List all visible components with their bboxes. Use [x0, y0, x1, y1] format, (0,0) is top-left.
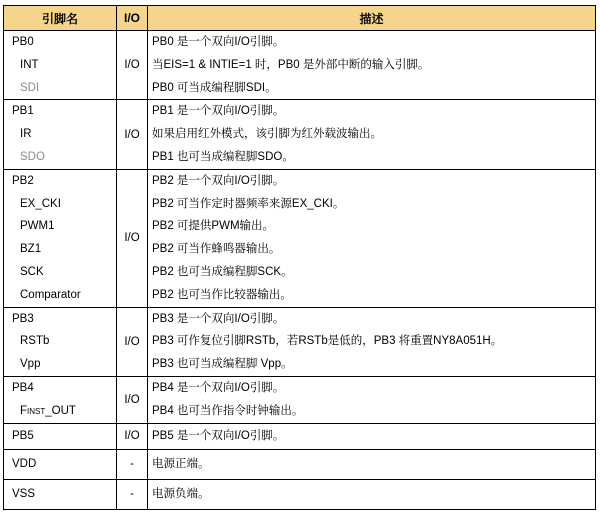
description-cell — [148, 423, 596, 449]
table-row — [4, 307, 596, 376]
pin-name: PB1 — [12, 105, 34, 118]
description-line: 当EIS=1 & INTIE=1 时，PB0 是外部中断的输入引脚。 — [152, 58, 430, 71]
io-type-cell: I/O — [117, 307, 148, 376]
pin-name-cell — [4, 169, 117, 307]
pin-alt-function: BZ1 — [20, 243, 42, 256]
description-cell — [148, 169, 596, 307]
io-type-cell: I/O — [117, 100, 148, 169]
table-row — [4, 31, 596, 100]
io-type-cell: I/O — [117, 423, 148, 449]
header-description: 描述 — [148, 6, 596, 31]
table-row — [4, 479, 596, 509]
pin-alt-function: SDO — [20, 150, 45, 163]
pin-alt-function: SDI — [20, 81, 40, 94]
table-row — [4, 423, 596, 449]
io-type-cell: I/O — [117, 169, 148, 307]
description-line: PB1 是一个双向I/O引脚。 — [152, 105, 285, 118]
pin-description-table — [3, 5, 596, 510]
pin-alt-function: PWM1 — [20, 220, 55, 233]
table-header-row — [4, 6, 596, 31]
pin-alt-function: Comparator — [20, 288, 81, 301]
description-line: PB1 也可当成编程脚SDO。 — [152, 150, 294, 163]
description-line: PB2 可当作蜂鸣器输出。 — [152, 243, 281, 256]
description-line: PB4 也可当作指令时钟输出。 — [152, 404, 304, 417]
description-line: PB2 也可当作比较器输出。 — [152, 288, 292, 301]
description-line: 电源负端。 — [152, 487, 210, 500]
pin-name-cell — [4, 307, 117, 376]
description-line: PB2 是一个双向I/O引脚。 — [152, 174, 285, 187]
pin-name-cell — [4, 100, 117, 169]
pin-alt-function: SCK — [20, 265, 44, 278]
io-type-cell: - — [117, 479, 148, 509]
pin-name-cell — [4, 376, 117, 423]
table-row — [4, 449, 596, 479]
pin-alt-function: EX_CKI — [20, 197, 61, 210]
pin-name: PB4 — [12, 381, 34, 394]
pin-alt-function: INT — [20, 58, 39, 71]
description-cell — [148, 449, 596, 479]
description-line: 如果启用红外模式，该引脚为红外载波输出。 — [152, 128, 382, 141]
description-line: PB0 可当成编程脚SDI。 — [152, 81, 277, 94]
pin-name-cell — [4, 479, 117, 509]
pin-name: VSS — [12, 487, 36, 500]
pin-alt-function: RSTb — [20, 335, 50, 348]
description-line: PB4 是一个双向I/O引脚。 — [152, 381, 285, 394]
table-row — [4, 169, 596, 307]
io-type-cell: - — [117, 449, 148, 479]
pin-alt-function-subscript: INST — [27, 406, 46, 416]
description-line: PB0 是一个双向I/O引脚。 — [152, 36, 285, 48]
pin-name-cell — [4, 31, 117, 100]
description-cell — [148, 100, 596, 169]
description-line: PB3 可作复位引脚RSTb，若RSTb是低的，PB3 将重置NY8A051H。 — [152, 335, 503, 348]
description-line: PB3 是一个双向I/O引脚。 — [152, 312, 285, 325]
header-io: I/O — [117, 6, 148, 31]
pin-name: PB0 — [12, 36, 34, 48]
pin-name: PB3 — [12, 312, 34, 325]
pin-name: PB2 — [12, 174, 34, 187]
table-row — [4, 376, 596, 423]
io-type-cell: I/O — [117, 376, 148, 423]
table-row — [4, 100, 596, 169]
pin-alt-function: IR — [20, 128, 32, 141]
description-cell — [148, 31, 596, 100]
description-cell — [148, 479, 596, 509]
pin-alt-function-suffix: _OUT — [45, 404, 76, 417]
description-line: 电源正端。 — [152, 457, 210, 470]
description-line: PB3 也可当成编程脚 Vpp。 — [152, 358, 293, 371]
description-line: PB2 可当作定时器频率来源EX_CKI。 — [152, 197, 345, 210]
pin-alt-function: Vpp — [20, 358, 41, 371]
pin-name: VDD — [12, 457, 37, 470]
description-cell — [148, 307, 596, 376]
pin-name-cell — [4, 423, 117, 449]
pin-name: PB5 — [12, 429, 34, 442]
description-cell — [148, 376, 596, 423]
io-type-cell: I/O — [117, 31, 148, 100]
description-line: PB5 是一个双向I/O引脚。 — [152, 429, 285, 442]
description-line: PB2 也可当成编程脚SCK。 — [152, 265, 293, 278]
header-pin-name: 引脚名 — [4, 6, 117, 31]
pin-alt-function — [4, 400, 116, 423]
pin-alt-function-prefix: F — [20, 404, 28, 417]
pin-name-cell — [4, 449, 117, 479]
description-line: PB2 可提供PWM输出。 — [152, 220, 275, 233]
